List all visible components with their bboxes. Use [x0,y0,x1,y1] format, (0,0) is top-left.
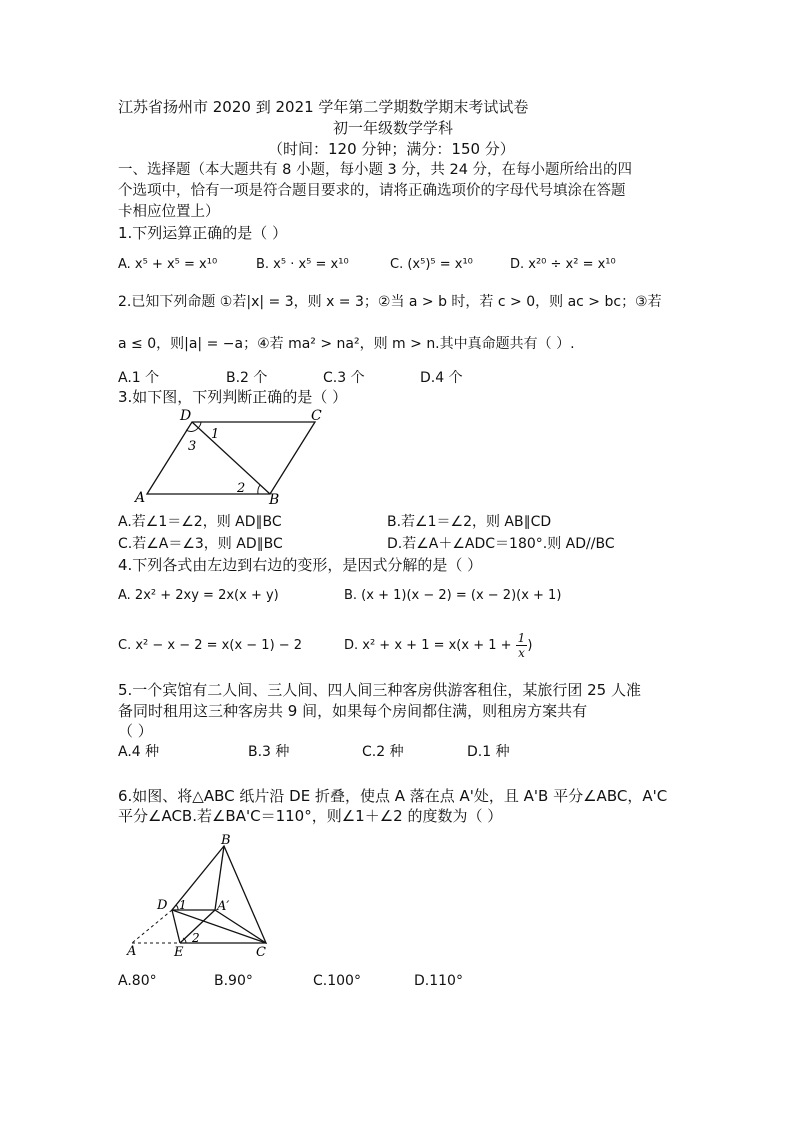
q2-option-a: A.1 个 [118,370,160,386]
q3-stem: 3.如下图，下列判断正确的是（ ） [118,388,348,406]
q2-line2: a ≤ 0，则|a| = −a；④若 ma² > na²，则 m > n.其中真命题共有（ ）. [118,336,575,352]
q6-label-a-prime: A′ [217,899,230,914]
q6-option-a: A.80° [118,973,157,989]
section-intro-line1: 一、选择题（本大题共有 8 小题，每小题 3 分，共 24 分，在每小题所给出的四 [118,162,633,178]
q6-line1: 6.如图、将△ABC 纸片沿 DE 折叠，使点 A 落在点 A'处，且 A'B 平分∠ABC，A'C [118,787,668,805]
q4-option-d-fraction [516,631,528,660]
q5-line1: 5.一个宾馆有二人间、三人间、四人间三种客房供游客租住，某旅行团 25 人准 [118,681,641,699]
q6-option-b: B.90° [214,973,253,989]
q4-option-b: B. (x + 1)(x − 2) = (x − 2)(x + 1) [344,588,562,603]
q6-option-c: C.100° [313,973,361,989]
q1-stem: 1.下列运算正确的是（ ） [118,224,288,242]
q2-line1: 2.已知下列命题 ①若|x| = 3，则 x = 3；②当 a > b 时，若 c > 0，则 ac > bc；③若 [118,294,662,310]
q6-label-e: E [174,945,184,960]
q6-label-d: D [157,898,168,913]
q3-label-a: A [135,490,146,506]
q3-option-a: A.若∠1＝∠2，则 AD∥BC [118,514,282,530]
q1-option-a: A. x⁵ + x⁵ = x¹⁰ [118,257,218,272]
q5-line3: （ ） [118,722,153,740]
q2-option-b: B.2 个 [226,370,268,386]
q4-option-d [344,628,532,664]
q5-option-d: D.1 种 [467,744,510,760]
q1-option-c: C. (x⁵)⁵ = x¹⁰ [390,257,473,272]
q4-option-d-left: D. x² + x + 1 = x(x + 1 + [344,638,516,653]
q2-option-c: C.3 个 [323,370,365,386]
exam-title: 江苏省扬州市 2020 到 2021 学年第二学期数学期末考试试卷 [118,98,529,116]
exam-subtitle: 初一年级数学学科 [333,119,454,137]
q6-line2: 平分∠ACB.若∠BA'C＝110°，则∠1＋∠2 的度数为（ ） [118,807,503,825]
q3-option-d: D.若∠A＋∠ADC＝180°.则 AD//BC [387,536,615,552]
q3-label-c: C [311,408,322,424]
q1-option-d: D. x²⁰ ÷ x² = x¹⁰ [510,257,616,272]
section-intro-line3: 卡相应位置上） [118,204,220,220]
q3-angle-2: 2 [237,481,246,496]
q5-option-a: A.4 种 [118,744,160,760]
q6-option-d: D.110° [414,973,463,989]
q3-label-d: D [180,408,192,424]
q4-fraction-numerator: 1 [517,631,526,645]
q3-angle-3: 3 [188,439,197,454]
q5-option-b: B.3 种 [248,744,290,760]
exam-time-info: （时间：120 分钟；满分：150 分） [268,140,515,158]
q3-figure-parallelogram [130,408,340,508]
q3-label-b: B [269,492,280,508]
q6-angle-2: 2 [192,931,200,945]
q3-angle-1: 1 [211,427,220,442]
q4-option-d-right: ) [527,638,533,653]
q6-label-a: A [127,944,137,959]
q5-option-c: C.2 种 [362,744,404,760]
q2-option-d: D.4 个 [420,370,463,386]
q4-stem: 4.下列各式由左边到右边的变形，是因式分解的是（ ） [118,556,483,574]
q6-label-b: B [221,833,231,848]
q4-option-a: A. 2x² + 2xy = 2x(x + y) [118,588,279,603]
q6-label-c: C [256,945,266,960]
q6-angle-1: 1 [179,898,187,912]
q4-fraction-denominator: x [518,646,525,660]
q3-option-c: C.若∠A＝∠3，则 AD∥BC [118,536,283,552]
q1-option-b: B. x⁵ · x⁵ = x¹⁰ [256,257,349,272]
q5-line2: 备同时租用这三种客房共 9 间，如果每个房间都住满，则租房方案共有 [118,702,588,720]
section-intro-line2: 个选项中，恰有一项是符合题目要求的，请将正确选项价的字母代号填涂在答题 [118,183,626,199]
q3-option-b: B.若∠1＝∠2，则 AB∥CD [387,514,552,530]
q4-option-c: C. x² − x − 2 = x(x − 1) − 2 [118,638,303,653]
q6-figure-triangle [120,830,280,965]
